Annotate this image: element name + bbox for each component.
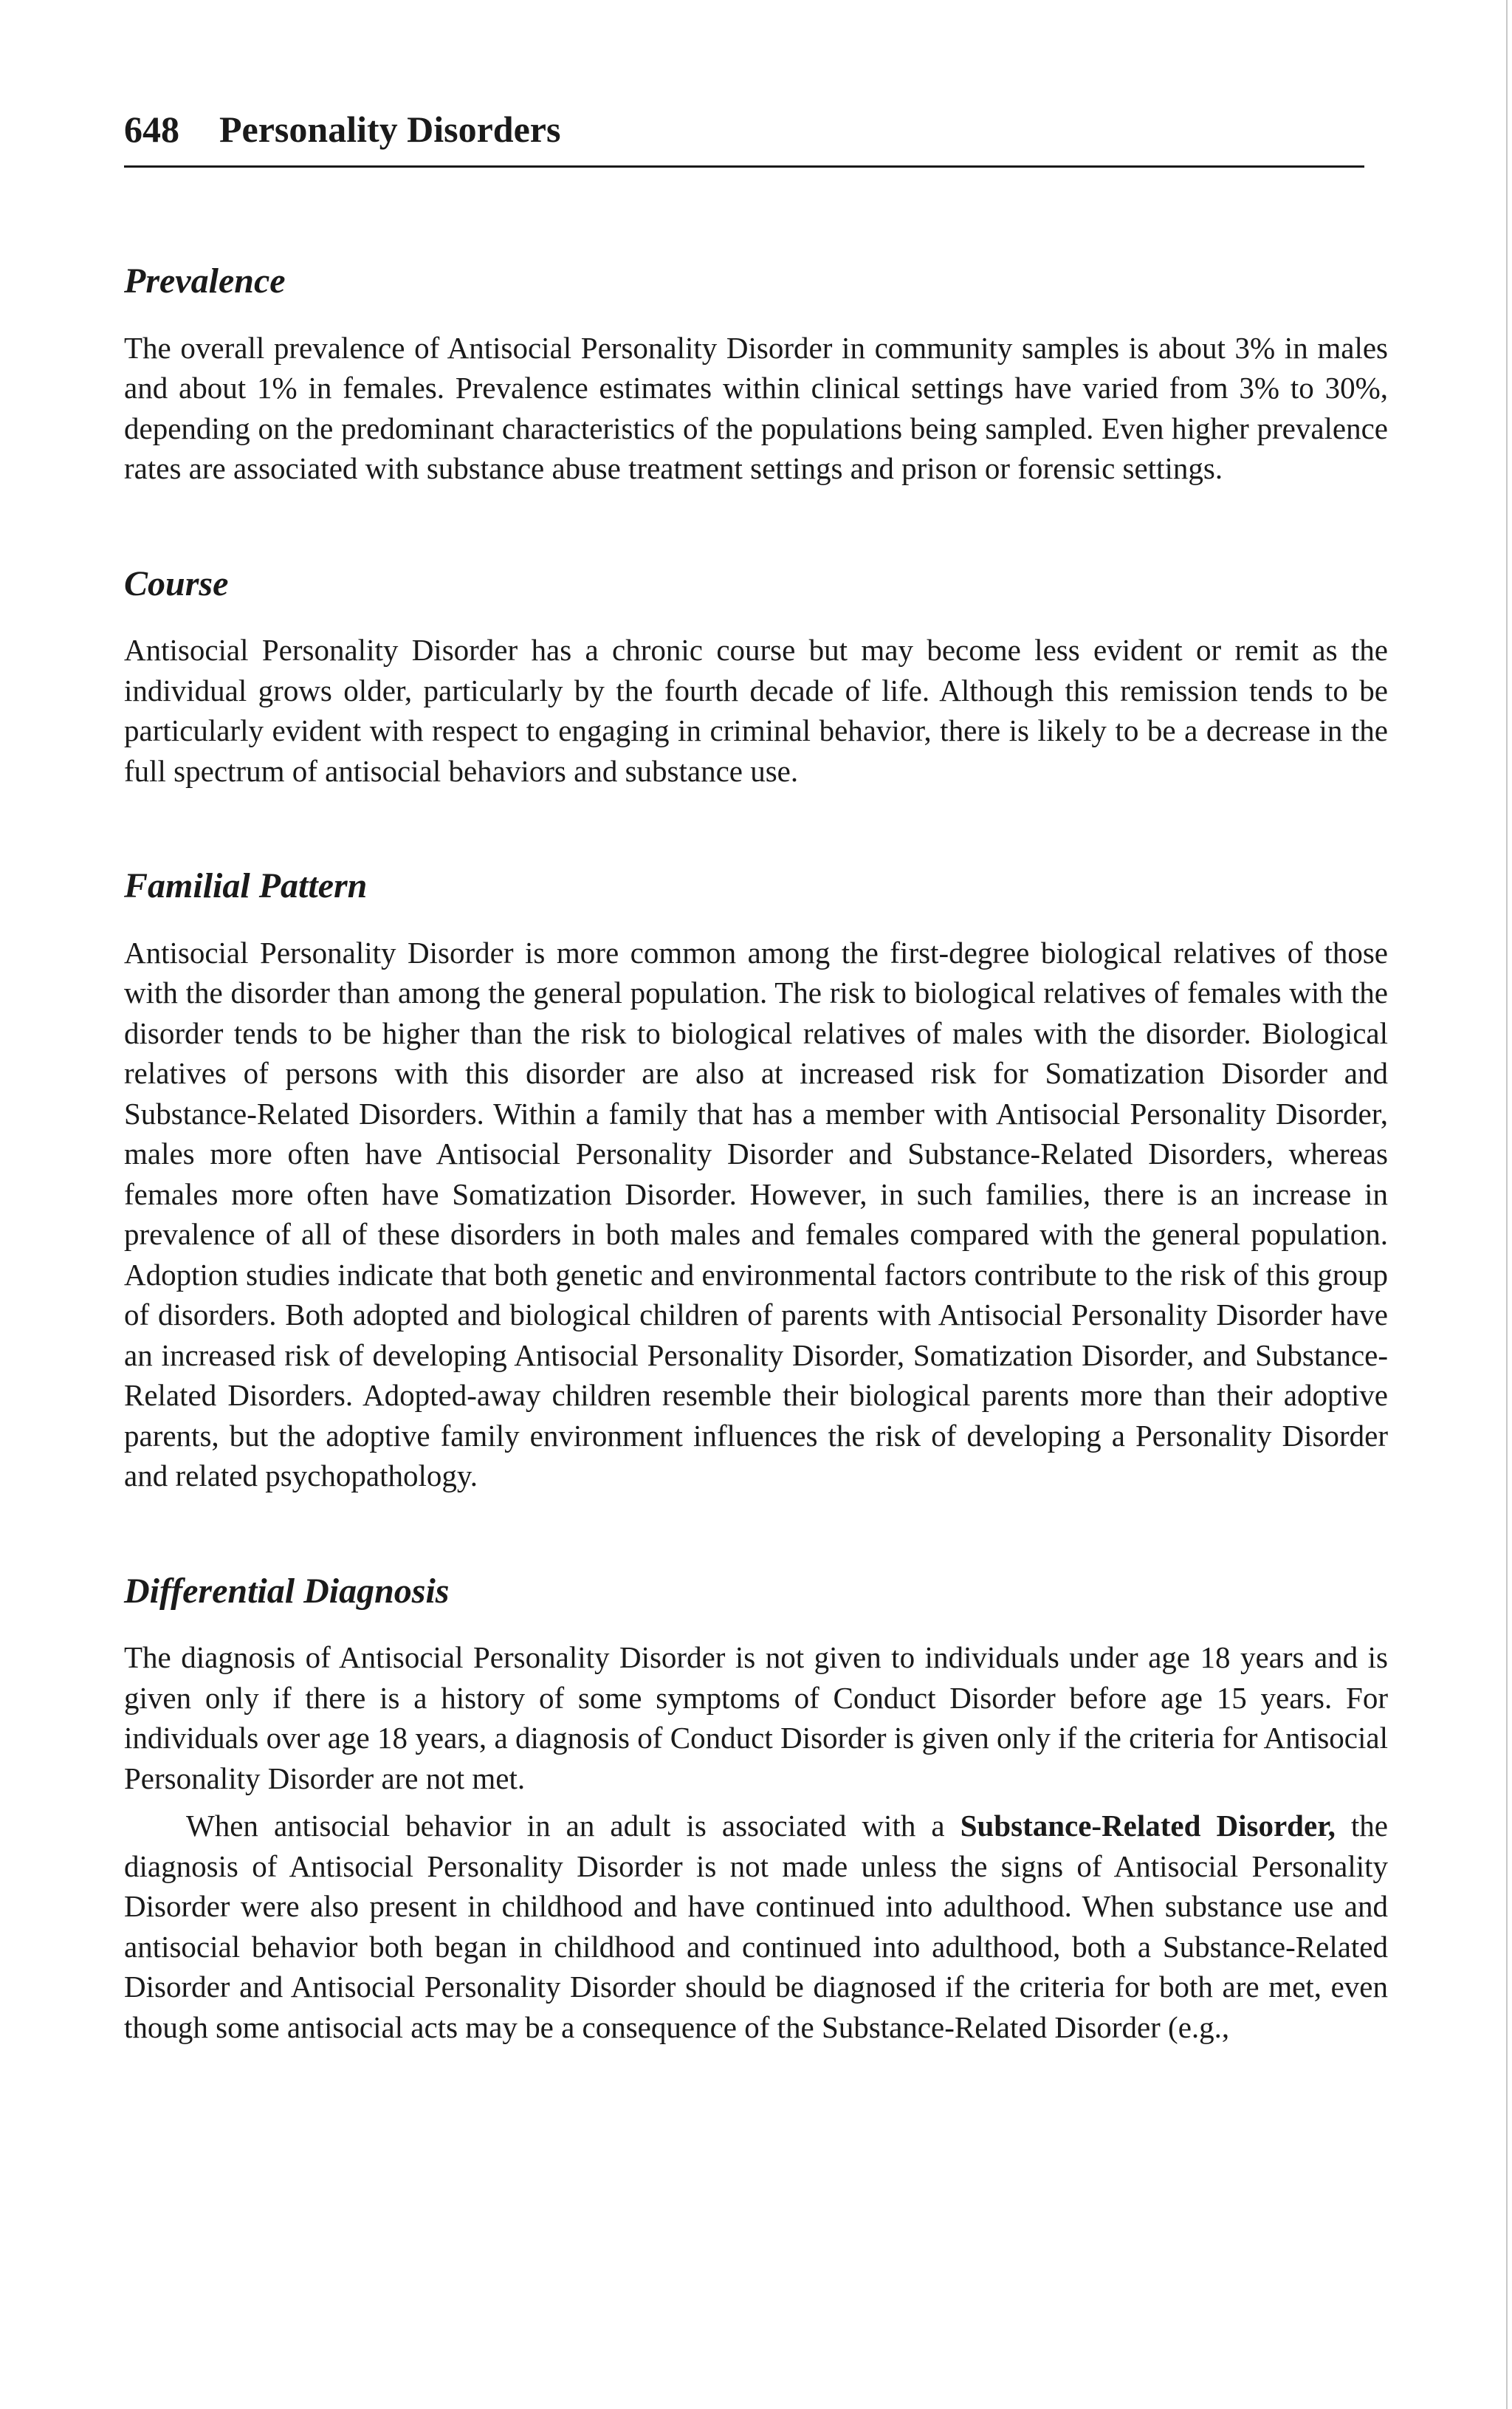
running-head — [124, 111, 1364, 148]
page-edge-line — [1506, 0, 1508, 2409]
section-course — [124, 563, 1388, 792]
paragraph-prevalence: The overall prevalence of Antisocial Personality Disorder in community samples is about 3% in males and about 1% in females. Prevalence estimates within clinical settings have varied from 3% to 30%, depending on the predominant characteristics of the populations being sampled. Even higher prevalence rates are associated with substance abuse treatment settings and prison or forensic settings. — [124, 330, 1388, 486]
header-rule — [124, 165, 1364, 168]
section-heading-prevalence: Prevalence — [124, 261, 286, 301]
paragraph-course: Antisocial Personality Disorder has a chronic course but may become less evident or remit as the individual grows older, particularly by the fourth decade of life. Although this remission tends to be particularly evident with respect to engaging in criminal behavior, there is likely to be a decrease in the full spectrum of antisocial behaviors and substance use. — [124, 633, 1388, 788]
section-heading-course: Course — [124, 563, 229, 603]
section-familial-pattern — [124, 865, 1388, 1496]
section-heading-familial-pattern: Familial Pattern — [124, 866, 368, 906]
section-differential-diagnosis — [124, 1570, 1388, 2048]
page-body — [124, 260, 1388, 2121]
paragraph-lead-text: When antisocial behavior in an adult is associated with a — [186, 1809, 961, 1843]
section-heading-differential-diagnosis: Differential Diagnosis — [124, 1571, 450, 1611]
paragraph-differential-diagnosis-2 — [124, 1806, 1388, 2047]
paragraph-continuation-text: the diagnosis of Antisocial Personality Disorder is not made unless the signs of Antisocial Personality Disorder were also present in childhood and have continued into adulthood. When substance use and antisocial behavior both began in childhood and continued into adulthood, both a Substance-Related Disorder and Antisocial Personality Disorder should be diagnosed if the criteria for both are met, even though some antisocial acts may be a consequence of the Substance-Related Disorder (e.g., — [124, 1809, 1389, 2044]
page-number: 648 — [124, 109, 179, 150]
bold-term-substance-related-disorder: Substance-Related Disorder, — [960, 1809, 1336, 1843]
paragraph-differential-diagnosis-1: The diagnosis of Antisocial Personality Disorder is not given to individuals under age 18 years and is given only if there is a history of some symptoms of Conduct Disorder before age 15 years. For individuals over age 18 years, a diagnosis of Conduct Disorder is given only if the criteria for Antisocial Personality Disorder are not met. — [124, 1640, 1388, 1795]
paragraph-familial-pattern: Antisocial Personality Disorder is more common among the first-degree biological relatives of those with the disorder than among the general population. The risk to biological relatives of females with the disorder tends to be higher than the risk to biological relatives of males with the disorder. Biological relatives of persons with this disorder are also at increased risk for Somatization Disorder and Substance-Related Disorders. Within a family that has a member with Antisocial Personality Disorder, males more often have Antisocial Personality Disorder and Substance-Related Disorders, whereas females more often have Somatization Disorder. However, in such families, there is an increase in prevalence of all of these disorders in both males and females compared with the general population. Adoption studies indicate that both genetic and environmental factors contribute to the risk of this group of disorders. Both adopted and biological children of parents with Antisocial Personality Disorder have an increased risk of developing Antisocial Personality Disorder, Somatization Disorder, and Substance-Related Disorders. Adopted-away children resemble their biological parents more than their adoptive parents, but the adoptive family environment influences the risk of developing a Personality Disorder and related psychopathology. — [124, 935, 1388, 1493]
running-title: Personality Disorders — [219, 109, 561, 150]
section-prevalence — [124, 260, 1388, 489]
